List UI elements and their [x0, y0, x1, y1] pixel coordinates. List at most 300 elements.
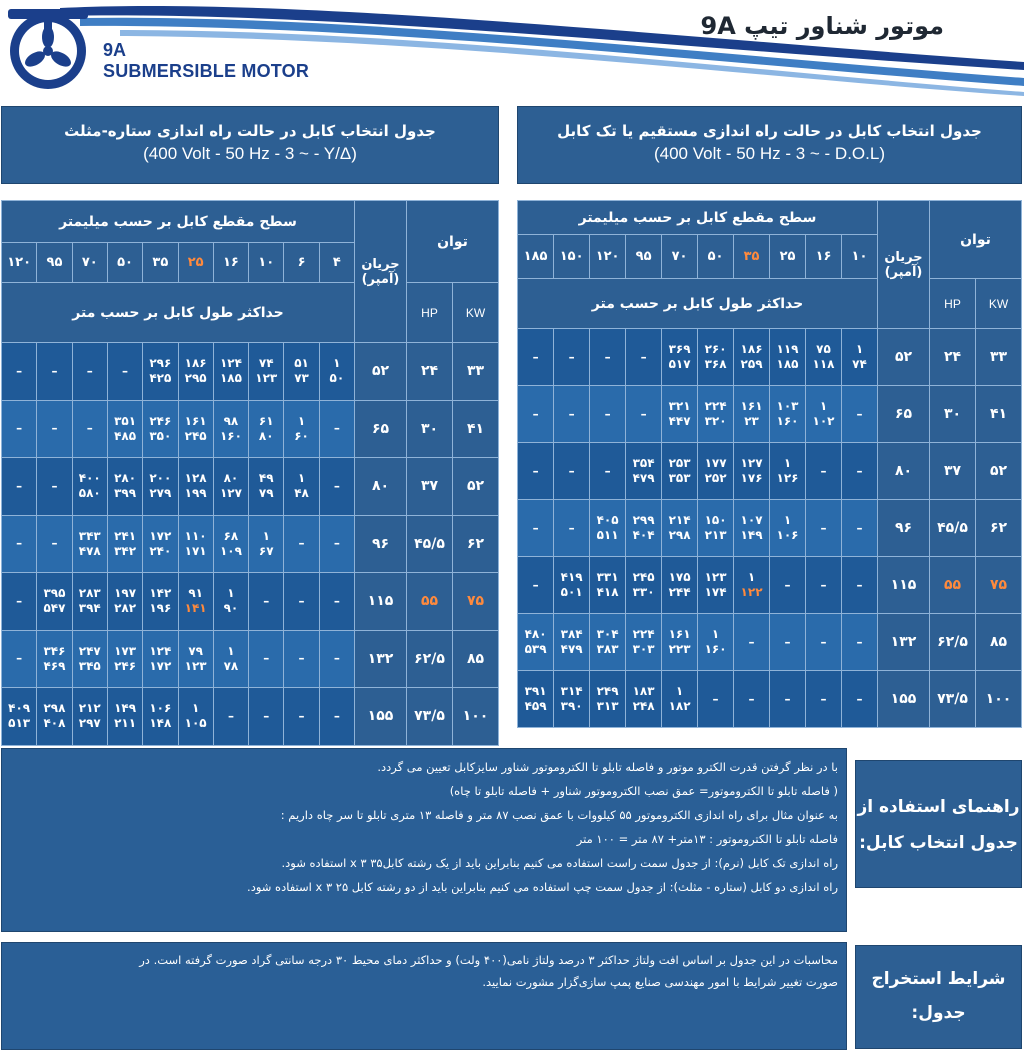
- cable-length-cell: [319, 458, 354, 516]
- length-min: ۱: [711, 627, 720, 641]
- cable-length-cell: [770, 386, 806, 443]
- cable-length-cell: [518, 386, 554, 443]
- length-max: ۵۰۱: [560, 585, 583, 599]
- length-max: ۵۱۷: [668, 357, 691, 371]
- cable-length-cell: [37, 400, 72, 458]
- length-min: –: [298, 708, 305, 723]
- cable-size-header: ۱۰: [842, 235, 878, 279]
- cable-length-cell: [662, 500, 698, 557]
- cable-size-header: ۱۶: [806, 235, 842, 279]
- length-min: ۱۷۳: [114, 643, 137, 658]
- length-max: ۴۲۵: [149, 371, 172, 386]
- length-max: ۴۷۹: [560, 642, 583, 656]
- length-min: ۱: [227, 586, 235, 601]
- length-min: ۳۵۱: [114, 413, 137, 428]
- length-min: ۳۹۵: [43, 586, 66, 601]
- length-max: ۱۷۶: [740, 471, 763, 485]
- length-max: ۴۸۵: [114, 428, 137, 443]
- length-min: ۹۸: [223, 413, 239, 428]
- kw-cell: ۳۰: [929, 386, 975, 443]
- usage-guide-text: [1, 748, 847, 932]
- length-max: ۳۴۲: [114, 543, 137, 558]
- length-max: ۳۴۵: [78, 658, 101, 673]
- kw-cell: ۷۳/۵: [406, 688, 452, 746]
- cable-size-header: ۳۵: [143, 243, 178, 283]
- length-max: ۸۰: [258, 428, 274, 443]
- length-min: ۷۹: [188, 643, 203, 658]
- length-max: ۱۹۹: [184, 486, 207, 501]
- length-min: ۱۰۳: [776, 399, 799, 413]
- length-min: –: [568, 463, 575, 478]
- guide-line: راه اندازی دو کابل (ستاره - مثلث): از جدول سمت چپ استفاده می کنیم بنابراین باید از دو رشته کابل ۲۵ x ۳ استفاده شود.: [247, 880, 838, 894]
- length-max: ۱۸۲: [668, 699, 691, 713]
- cable-length-cell: [319, 573, 354, 631]
- length-min: ۲۸۳: [78, 586, 101, 601]
- cable-length-cell: [734, 386, 770, 443]
- cable-length-cell: [284, 458, 319, 516]
- length-max: ۴۴۷: [668, 414, 691, 428]
- cable-length-cell: [37, 688, 72, 746]
- length-min: ۱۰۷: [740, 513, 763, 527]
- cable-length-cell: [590, 557, 626, 614]
- length-min: ۱۷۵: [668, 570, 691, 584]
- cable-length-cell: [590, 386, 626, 443]
- cable-length-cell: [770, 557, 806, 614]
- hp-cell: ۴۱: [976, 386, 1022, 443]
- cable-length-cell: [626, 500, 662, 557]
- length-min: –: [568, 349, 575, 364]
- table-row: [2, 573, 499, 631]
- cable-length-cell: [554, 557, 590, 614]
- cable-length-cell: [806, 443, 842, 500]
- length-min: ۱۲۳: [704, 570, 727, 584]
- table-row: [2, 688, 499, 746]
- length-max: ۲۵۲: [704, 471, 727, 485]
- cable-length-cell: [107, 630, 142, 688]
- length-min: ۷۴: [258, 356, 274, 371]
- length-max: ۳۰۳: [632, 642, 655, 656]
- cable-length-cell: [143, 343, 178, 401]
- conditions-label-line: جدول:: [911, 1003, 966, 1023]
- table-row: [2, 343, 499, 401]
- length-max: ۱۲۳: [184, 658, 207, 673]
- length-min: ۴۹: [258, 471, 274, 486]
- current-cell: ۸۰: [354, 458, 406, 516]
- cable-size-header: ۱۸۵: [518, 235, 554, 279]
- length-min: –: [856, 520, 863, 535]
- length-min: –: [263, 651, 270, 666]
- current-cell: ۱۵۵: [354, 688, 406, 746]
- length-min: ۳۸۴: [560, 627, 583, 641]
- length-max: ۴۷۹: [632, 471, 655, 485]
- current-unit: (آمپر): [361, 271, 400, 287]
- cable-size-header: ۵۰: [107, 243, 142, 283]
- length-min: ۱۹۷: [114, 586, 137, 601]
- right-table-heading: [517, 106, 1022, 184]
- cable-size-header: ۲۵: [770, 235, 806, 279]
- length-min: –: [856, 634, 863, 649]
- length-max: ۱۰۲: [812, 414, 835, 428]
- table-row: [518, 329, 1022, 386]
- cable-length-cell: [2, 458, 37, 516]
- cable-length-cell: [319, 515, 354, 573]
- length-max: ۱۷۴: [704, 585, 727, 599]
- length-min: –: [856, 577, 863, 592]
- hp-cell: ۷۵: [453, 573, 499, 631]
- current-cell: ۱۵۵: [877, 671, 929, 728]
- length-min: –: [51, 478, 58, 493]
- max-length-header: حداکثر طول کابل بر حسب متر: [2, 283, 355, 343]
- cable-length-cell: [698, 329, 734, 386]
- left-table-heading: [1, 106, 499, 184]
- cable-length-cell: [518, 329, 554, 386]
- length-min: –: [333, 593, 340, 608]
- cable-size-header: ۱۰: [249, 243, 284, 283]
- length-min: –: [16, 536, 23, 551]
- cable-length-cell: [770, 671, 806, 728]
- length-min: –: [784, 634, 791, 649]
- current-cell: ۱۱۵: [354, 573, 406, 631]
- cable-length-cell: [770, 329, 806, 386]
- length-max: ۲۲۳: [668, 642, 691, 656]
- length-min: –: [86, 421, 93, 436]
- cable-length-cell: [319, 343, 354, 401]
- length-max: ۱۶۰: [776, 414, 799, 428]
- guide-line: با در نظر گرفتن قدرت الکترو موتور و فاصله تابلو تا الکتروموتور شناور سایزکابل تعیین می گردد.: [377, 760, 838, 774]
- length-min: ۲۰۰: [149, 471, 172, 486]
- kw-cell: ۴۵/۵: [929, 500, 975, 557]
- length-max: ۱۸۵: [219, 371, 242, 386]
- length-min: –: [820, 520, 827, 535]
- kw-header: KW: [976, 279, 1022, 329]
- length-min: ۱: [227, 643, 235, 658]
- length-max: ۹۰: [223, 601, 239, 616]
- length-max: ۲۸۲: [114, 601, 137, 616]
- conditions-line: صورت تغییر شرایط با امور مهندسی صنایع پمپ سازی‌گزار مشورت نمایید.: [482, 975, 838, 989]
- cable-length-cell: [249, 458, 284, 516]
- length-min: ۷۵: [816, 342, 831, 356]
- cable-length-cell: [284, 515, 319, 573]
- length-min: ۵۱: [294, 356, 309, 371]
- cable-length-cell: [626, 557, 662, 614]
- length-min: –: [748, 691, 755, 706]
- cable-length-cell: [72, 458, 107, 516]
- cable-length-cell: [249, 573, 284, 631]
- length-max: ۵۸۰: [78, 486, 101, 501]
- cross-section-header: سطح مقطع کابل بر حسب میلیمتر: [518, 201, 878, 235]
- length-max: ۲۳: [744, 414, 759, 428]
- length-min: –: [820, 691, 827, 706]
- cable-length-cell: [698, 557, 734, 614]
- length-max: ۷۸: [223, 658, 239, 673]
- cable-length-cell: [590, 500, 626, 557]
- length-max: ۴۱۸: [596, 585, 619, 599]
- length-max: ۴۶۹: [43, 658, 66, 673]
- kw-cell: ۳۷: [929, 443, 975, 500]
- kw-cell: ۲۴: [406, 343, 452, 401]
- length-max: ۵۳۹: [524, 642, 547, 656]
- kw-cell: ۵۵: [406, 573, 452, 631]
- length-min: ۳۶۹: [668, 342, 691, 356]
- length-min: –: [640, 349, 647, 364]
- current-cell: ۹۶: [877, 500, 929, 557]
- cable-length-cell: [2, 688, 37, 746]
- length-min: –: [604, 406, 611, 421]
- cable-size-header: ۱۲۰: [590, 235, 626, 279]
- cable-size-header: ۷۰: [72, 243, 107, 283]
- cable-length-cell: [72, 573, 107, 631]
- length-min: –: [263, 593, 270, 608]
- cable-length-cell: [249, 400, 284, 458]
- length-min: –: [298, 593, 305, 608]
- cable-length-cell: [143, 688, 178, 746]
- cable-length-cell: [626, 671, 662, 728]
- length-max: ۶۷: [258, 543, 274, 558]
- cable-length-cell: [554, 386, 590, 443]
- length-max: ۳۹۰: [560, 699, 583, 713]
- length-max: ۱۴۸: [149, 716, 172, 731]
- cable-length-cell: [806, 500, 842, 557]
- cable-length-cell: [319, 630, 354, 688]
- table-row: [518, 614, 1022, 671]
- length-min: ۳۴۳: [78, 528, 101, 543]
- length-min: ۳۴۶: [43, 643, 66, 658]
- length-min: –: [16, 363, 23, 378]
- length-min: ۱: [819, 399, 828, 413]
- length-min: ۳۲۱: [668, 399, 691, 413]
- length-max: ۴۷۸: [78, 543, 101, 558]
- length-max: ۴۰۴: [632, 528, 655, 542]
- power-header: توان: [406, 201, 498, 283]
- length-max: ۷۳: [294, 371, 309, 386]
- table-row: [518, 671, 1022, 728]
- cable-length-cell: [770, 500, 806, 557]
- cable-length-cell: [178, 343, 213, 401]
- length-max: ۳۲۰: [704, 414, 727, 428]
- cable-length-cell: [806, 614, 842, 671]
- current-cell: ۶۵: [877, 386, 929, 443]
- cable-length-cell: [319, 400, 354, 458]
- length-min: –: [604, 463, 611, 478]
- length-max: ۷۹: [258, 486, 274, 501]
- conditions-line: محاسبات در این جدول بر اساس افت ولتاژ حداکثر ۳ درصد ولتاژ نامی(۴۰۰ ولت) و حداکثر دمای محیط ۳۰ درجه سانتی گراد صورت گرفته است. در: [139, 953, 838, 967]
- length-max: ۱۷۲: [149, 658, 172, 673]
- length-min: ۳۵۴: [632, 456, 655, 470]
- cable-length-cell: [213, 688, 248, 746]
- length-min: ۱: [747, 570, 756, 584]
- kw-cell: ۳۷: [406, 458, 452, 516]
- length-min: ۳۹۱: [524, 684, 547, 698]
- length-min: ۱: [783, 513, 792, 527]
- length-min: –: [604, 349, 611, 364]
- length-min: –: [333, 536, 340, 551]
- current-cell: ۱۱۵: [877, 557, 929, 614]
- current-cell: ۱۳۲: [877, 614, 929, 671]
- cable-length-cell: [734, 443, 770, 500]
- power-header: توان: [929, 201, 1021, 279]
- hp-cell: ۷۵: [976, 557, 1022, 614]
- length-min: –: [16, 478, 23, 493]
- cable-size-header: ۳۵: [734, 235, 770, 279]
- length-max: ۲۹۵: [184, 371, 207, 386]
- cable-size-header: ۱۶: [213, 243, 248, 283]
- length-min: –: [16, 593, 23, 608]
- length-max: ۱۰۵: [184, 716, 207, 731]
- length-min: ۱۸۶: [184, 356, 207, 371]
- length-min: ۲۴۱: [114, 528, 137, 543]
- current-label: جریان: [361, 256, 400, 272]
- cable-length-cell: [806, 557, 842, 614]
- length-min: ۲۹۶: [149, 356, 172, 371]
- length-max: ۱۴۱: [184, 601, 207, 616]
- length-min: ۱۷۲: [149, 528, 172, 543]
- cable-length-cell: [554, 500, 590, 557]
- cable-length-cell: [698, 443, 734, 500]
- length-min: ۱۶۱: [740, 399, 763, 413]
- cable-length-cell: [842, 557, 878, 614]
- length-max: ۵۰: [329, 371, 345, 386]
- cable-length-cell: [698, 386, 734, 443]
- cable-size-header: ۵۰: [698, 235, 734, 279]
- length-min: –: [784, 577, 791, 592]
- cable-length-cell: [734, 557, 770, 614]
- length-min: ۳۳۱: [596, 570, 619, 584]
- cable-size-header: ۹۵: [626, 235, 662, 279]
- cable-length-cell: [37, 630, 72, 688]
- length-min: ۳۰۴: [596, 627, 619, 641]
- length-min: –: [333, 651, 340, 666]
- length-max: ۱۲۶: [776, 471, 799, 485]
- length-max: ۲۴۴: [668, 585, 691, 599]
- cable-length-cell: [590, 671, 626, 728]
- length-min: –: [263, 708, 270, 723]
- length-max: ۳۸۳: [596, 642, 619, 656]
- current-cell: ۵۲: [354, 343, 406, 401]
- length-min: ۳۱۴: [560, 684, 583, 698]
- length-min: ۱۰۶: [149, 701, 172, 716]
- cable-size-header: ۴: [319, 243, 354, 283]
- cable-length-cell: [37, 458, 72, 516]
- kw-cell: ۶۲/۵: [406, 630, 452, 688]
- cable-size-header: ۷۰: [662, 235, 698, 279]
- cable-length-cell: [178, 458, 213, 516]
- length-max: ۳۵۰: [149, 428, 172, 443]
- length-min: –: [16, 421, 23, 436]
- usage-guide-label: [855, 760, 1022, 888]
- cable-length-cell: [518, 500, 554, 557]
- length-min: –: [51, 536, 58, 551]
- hp-cell: ۶۲: [453, 515, 499, 573]
- left-table-title: جدول انتخاب کابل در حالت راه اندازی ستاره-مثلث: [64, 122, 436, 140]
- length-max: ۱۲۲: [740, 585, 763, 599]
- length-max: ۱۹۶: [149, 601, 172, 616]
- guide-label-line: راهنمای استفاده از: [857, 797, 1020, 817]
- length-min: ۱۵۰: [704, 513, 727, 527]
- cable-length-cell: [698, 671, 734, 728]
- length-min: ۲۵۳: [668, 456, 691, 470]
- length-min: ۶۱: [258, 413, 274, 428]
- length-min: ۲۴۹: [596, 684, 619, 698]
- cable-length-cell: [107, 458, 142, 516]
- length-min: ۱: [297, 471, 306, 486]
- cable-length-cell: [518, 671, 554, 728]
- cable-length-cell: [554, 329, 590, 386]
- hp-header: HP: [929, 279, 975, 329]
- cable-length-cell: [698, 500, 734, 557]
- length-min: ۱: [262, 528, 270, 543]
- hp-header: HP: [406, 283, 452, 343]
- length-min: ۱۲۴: [149, 643, 172, 658]
- length-min: ۱۲۷: [740, 456, 763, 470]
- length-min: ۱: [675, 684, 684, 698]
- cable-length-cell: [178, 400, 213, 458]
- length-min: ۴۰۰: [78, 471, 101, 486]
- cable-length-cell: [284, 630, 319, 688]
- length-min: –: [298, 536, 305, 551]
- cable-length-cell: [734, 500, 770, 557]
- cable-length-cell: [72, 343, 107, 401]
- length-max: ۲۱۳: [704, 528, 727, 542]
- length-min: –: [568, 406, 575, 421]
- length-min: –: [333, 421, 340, 436]
- length-min: ۸۰: [223, 471, 239, 486]
- length-max: ۲۴۰: [149, 543, 172, 558]
- length-max: ۳۶۸: [704, 357, 727, 371]
- cable-length-cell: [2, 515, 37, 573]
- length-min: –: [820, 463, 827, 478]
- cable-length-cell: [107, 400, 142, 458]
- cable-length-cell: [842, 614, 878, 671]
- length-max: ۵۱۳: [8, 716, 31, 731]
- cable-length-cell: [72, 688, 107, 746]
- page-header: [0, 0, 1024, 100]
- length-min: –: [784, 691, 791, 706]
- length-min: ۹۱: [188, 586, 203, 601]
- cable-length-cell: [590, 329, 626, 386]
- cable-length-cell: [72, 400, 107, 458]
- cable-length-cell: [2, 400, 37, 458]
- length-max: ۵۴۷: [43, 601, 66, 616]
- hp-cell: ۳۳: [976, 329, 1022, 386]
- current-cell: ۹۶: [354, 515, 406, 573]
- guide-line: راه اندازی تک کابل (نرم): از جدول سمت راست استفاده می کنیم بنابراین باید از یک رشته کابل۳۵ x ۳ استفاده شود.: [281, 856, 838, 870]
- length-min: ۲۴۷: [78, 643, 101, 658]
- length-max: ۱۰۹: [219, 543, 242, 558]
- cable-length-cell: [213, 458, 248, 516]
- length-max: ۴۸: [294, 486, 309, 501]
- table-row: [2, 515, 499, 573]
- cable-length-cell: [518, 443, 554, 500]
- length-min: –: [532, 463, 539, 478]
- cable-length-cell: [842, 386, 878, 443]
- cable-length-cell: [626, 386, 662, 443]
- hp-cell: ۸۵: [453, 630, 499, 688]
- cable-size-header: ۱۵۰: [554, 235, 590, 279]
- length-min: –: [532, 349, 539, 364]
- cable-length-cell: [107, 343, 142, 401]
- length-max: ۵۱۱: [596, 528, 619, 542]
- current-cell: ۵۲: [877, 329, 929, 386]
- length-max: ۲۹۷: [78, 716, 101, 731]
- length-min: ۱۲۴: [219, 356, 242, 371]
- length-min: ۱۸۳: [632, 684, 655, 698]
- kw-cell: ۷۳/۵: [929, 671, 975, 728]
- cable-length-cell: [554, 671, 590, 728]
- cable-length-cell: [143, 400, 178, 458]
- guide-line: فاصله تابلو تا الکتروموتور : ۱۳متر+ ۸۷ متر = ۱۰۰ متر: [576, 832, 838, 846]
- length-min: –: [856, 463, 863, 478]
- current-cell: ۱۳۲: [354, 630, 406, 688]
